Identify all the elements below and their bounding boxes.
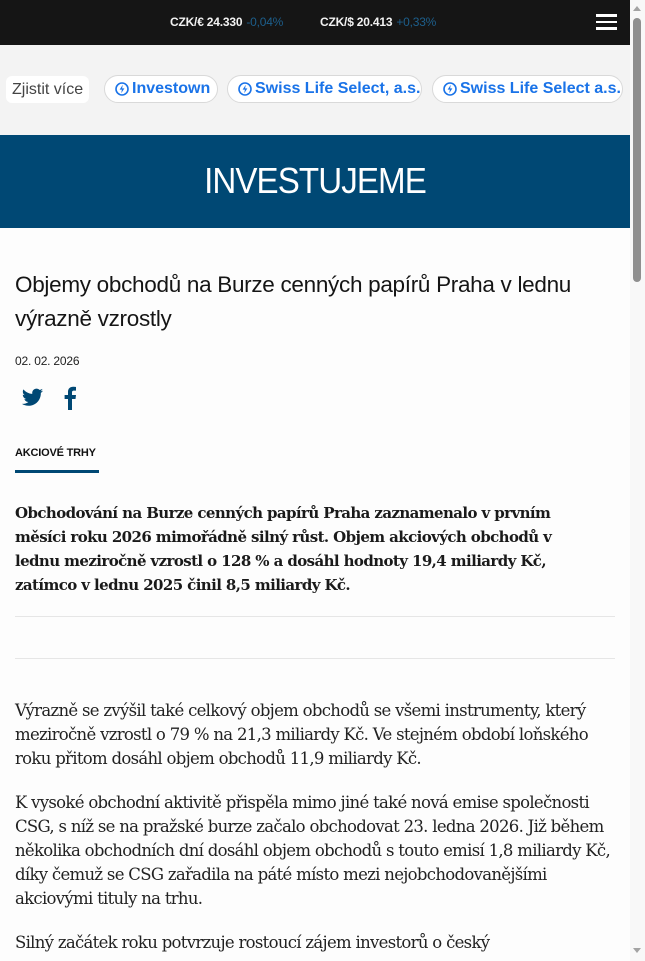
currency-ticker-bar <box>0 0 630 45</box>
category-link[interactable]: AKCIOVÉ TRHY <box>15 447 96 459</box>
hamburger-line <box>596 27 617 30</box>
article-title: Objemy obchodů na Burze cenných papírů Praha v lednu výrazně vzrostly <box>15 272 572 331</box>
twitter-icon[interactable] <box>21 386 44 410</box>
scrollbar-thumb[interactable] <box>633 18 641 282</box>
rate-czk-eur <box>170 15 283 29</box>
scroll-down-arrow-icon[interactable] <box>633 948 641 953</box>
bolt-icon <box>115 82 129 96</box>
rate-value: CZK/$ 20.413 <box>320 15 393 29</box>
site-logo[interactable]: INVESTUJEME <box>204 160 426 201</box>
chip-swiss-life-select-2[interactable] <box>432 75 623 103</box>
hamburger-line <box>596 21 617 24</box>
divider <box>15 616 615 617</box>
article-paragraph: Silný začátek roku potvrzuje rostoucí zájem investorů o český <box>15 933 490 952</box>
article-paragraph: K vysoké obchodní aktivitě přispěla mimo jiné také nová emise společnosti CSG, s níž se na pražské burze začalo obchodovat 23. ledna 2026. Již během několika obchodních dní dosáhl objem obchodů s touto emisí 1,8 miliardy Kč, díky čemuž se CSG zařadila na páté místo mezi nejobchodovanějšími akciovými tituly na trhu. <box>15 793 611 908</box>
vertical-scrollbar[interactable] <box>630 0 645 961</box>
chip-label: Swiss Life Select a.s. <box>460 80 621 97</box>
article-date: 02. 02. 2026 <box>15 354 80 368</box>
rate-change: +0,33% <box>396 15 437 29</box>
chip-swiss-life-select-1[interactable] <box>227 75 422 103</box>
article-paragraph: Výrazně se zvýšil také celkový objem obchodů se všemi instrumenty, který meziročně vzrostl o 79 % na 21,3 miliardy Kč. Ve stejném období loňského roku přitom dosáhl objem obchodů 11,9 miliardy Kč. <box>15 701 588 768</box>
sponsored-chips-bar <box>0 45 630 135</box>
chip-investown[interactable] <box>104 75 218 103</box>
category-underline <box>15 470 99 473</box>
learn-more-label: Zjistit více <box>6 76 89 103</box>
bolt-icon <box>443 82 457 96</box>
rate-change: -0,04% <box>246 15 284 29</box>
hamburger-menu-icon[interactable] <box>596 13 617 31</box>
brand-banner <box>0 135 630 228</box>
scroll-up-arrow-icon[interactable] <box>633 6 641 11</box>
chip-label: Swiss Life Select, a.s. <box>255 80 421 97</box>
rate-czk-usd <box>320 15 436 29</box>
chip-label: Investown <box>132 80 211 97</box>
rate-value: CZK/€ 24.330 <box>170 15 243 29</box>
facebook-icon[interactable] <box>64 386 76 410</box>
hamburger-line <box>596 14 617 17</box>
article-lead: Obchodování na Burze cenných papírů Praha zaznamenalo v prvním měsíci roku 2026 mimořádně silný růst. Objem akciových obchodů v lednu meziročně vzrostl o 128 % a dosáhl hodnoty 19,4 miliardy Kč, zatímco v lednu 2025 činil 8,5 miliardy Kč. <box>15 504 552 594</box>
bolt-icon <box>238 82 252 96</box>
divider <box>15 658 615 659</box>
